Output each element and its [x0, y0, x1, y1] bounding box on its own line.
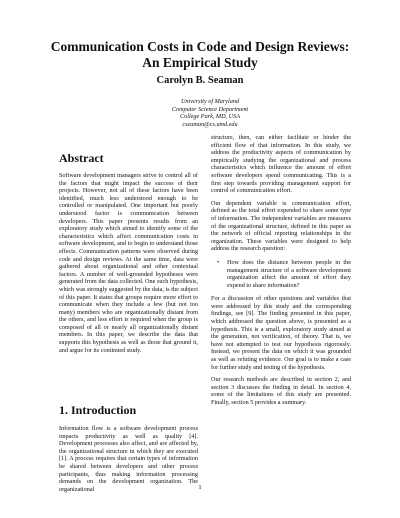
affiliation-university: University of Maryland [180, 98, 240, 105]
introduction-paragraph-3: For a discussion of other questions and variables that were addressed by this study and the corresponding findings, see [9]. The finding presented in this paper, which addressed the question above, is presented as a hypothesis. This is a small, exploratory study aimed at the generation, not verification, of theory. That is, we have not attempted to test our hypothesis rigorously. Instead, we present the data on which it was grounded as well as refuting evidence. Our goal is to make a case for further study and testing of the hypothesis. [211, 295, 351, 371]
abstract-text: Software development managers strive to control all of the factors that might impact the success of their projects. However, not all of these factors have been identified, much less understood enough to be controlled or manipulated. One important but poorly understood factor is communication between developers. This paper presents results from an exploratory study which aimed to identify some of the characteristics which affect communication costs in software development, and to begin to understand those effects. Communication patterns were observed during code and design reviews. At the same time, data were gathered about organizational and other contextual factors. A number of well-grounded hypotheses were generated from the data collected. One such hypothesis, which was strongly suggested by the data, is the subject of this paper. It states that groups require more effort to communicate when they include a few (but not too many) members who are organizationally distant from the others, and less effort is required when the group is composed of all or nearly all organizationally distant members. In this paper, we describe the data that supports this hypothesis as well as those that ground it, and argue for its continued study. [59, 172, 198, 354]
introduction-heading: 1. Introduction [59, 403, 137, 417]
research-question-item: • How does the distance between people in the management structure of a software development organization affect the amount of effort they expend to share information? [215, 259, 351, 289]
affiliation-department: Computer Science Department [171, 105, 249, 113]
introduction-body-right [211, 134, 351, 407]
introduction-text-left: Information flow is a software development process impacts productivity as well as quality [4]. Development processes also affect, and are affected by, the organizational structure in which they are executed [1]. A process requires that certain types of information be shared between developers and other process participants, thus making information processing demands on the development organization. The organizational [59, 425, 198, 493]
affiliation-email: cseaman@cs.umd.edu [182, 120, 238, 128]
title-line-2: An Empirical Study [142, 55, 258, 70]
introduction-paragraph-2: Our dependent variable is communication effort, defined as the total effort expended to share some type of information. The independent variables are measures of the organizational structure, defined in this paper as the network of official reporting relationships in the organization. These variables were designed to help address the research question: [211, 199, 351, 253]
paper-title [30, 39, 370, 71]
title-line-1: Communication Costs in Code and Design Reviews: [50, 39, 350, 54]
introduction-body-left [59, 425, 198, 493]
affiliation-location: College Park, MD, USA [180, 113, 240, 121]
introduction-paragraph-1: structure, then, can either facilitate or hinder the efficient flow of that information. In this study, we address the productivity aspects of communication by empirically studying the organizational and process characteristics which influence the amount of effort software developers spend communicating. This is a first step towards providing management support for control of communication effort. [211, 134, 351, 195]
author-name: Carolyn B. Seaman [156, 75, 244, 86]
author-affiliation [150, 98, 270, 128]
page-number: 1 [198, 484, 202, 491]
abstract-heading: Abstract [59, 151, 104, 165]
abstract-body [59, 172, 198, 354]
research-question-list [211, 259, 351, 289]
introduction-paragraph-4: Our research methods are described in section 2, and section 3 discusses the finding in detail. In section 4, some of the limitations of this study are presented. Finally, section 5 provides a summary. [211, 376, 351, 406]
